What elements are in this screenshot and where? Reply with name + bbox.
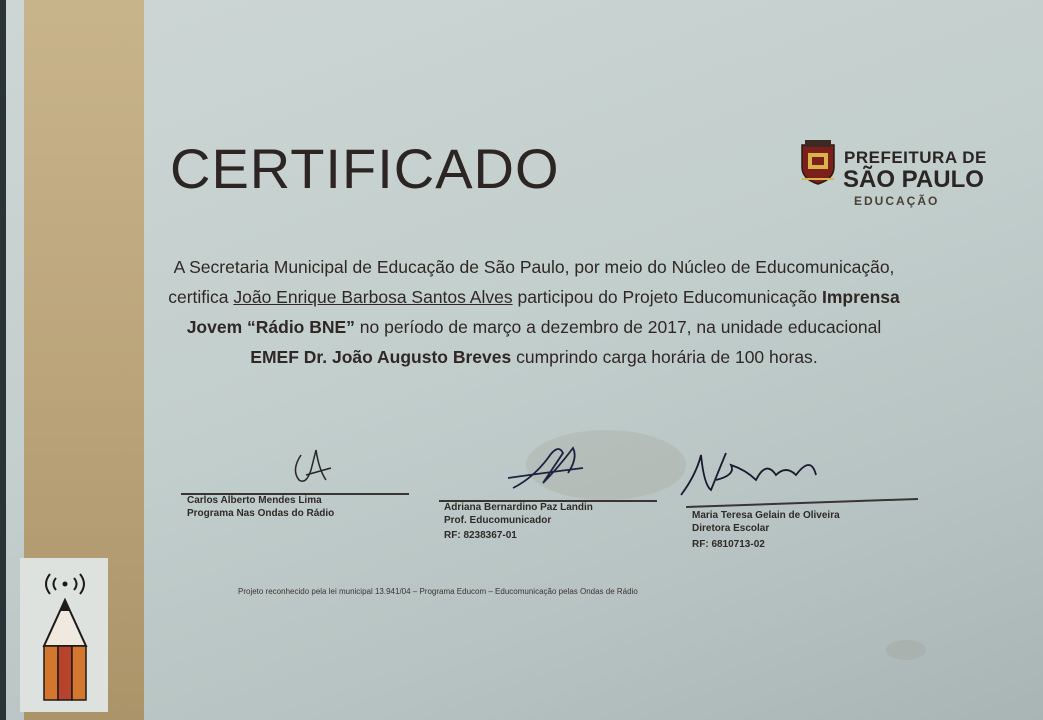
signer-1-name: Carlos Alberto Mendes Lima: [187, 495, 322, 506]
recipient-name: João Enrique Barbosa Santos Alves: [233, 287, 513, 307]
radio-waves-icon: [40, 570, 90, 598]
body-part3: no período de março a dezembro de 2017, na unidade educacional: [354, 317, 882, 337]
pencil-icon: [42, 598, 88, 702]
certificate-body: [164, 252, 904, 372]
signature-block-2: [433, 438, 663, 548]
signature-block-1: [181, 440, 411, 530]
handwritten-signature-3: [676, 445, 826, 505]
body-part1: A Secretaria Municipal de Educação de São Paulo, por meio do Núcleo de Educomunicação, certifica: [168, 257, 895, 307]
hours: 100 horas: [734, 347, 813, 367]
body-part2: participou do Projeto Educomunicação: [512, 287, 822, 307]
signer-2-role: Prof. Educomunicador: [444, 515, 552, 526]
paper-stain: [886, 640, 926, 660]
signature-block-3: [676, 445, 921, 555]
project-name: Imprensa Jovem “Rádio BNE”: [186, 287, 900, 337]
handwritten-signature-1: [281, 440, 341, 495]
issuer-line2: SÃO PAULO: [843, 166, 984, 193]
issuer-line1: PREFEITURA DE: [844, 148, 987, 167]
certificate-sheet: [6, 0, 1043, 720]
body-part4: cumprindo carga horária de: [511, 347, 735, 367]
signer-2-name: Adriana Bernardino Paz Landin: [444, 502, 593, 513]
certificate-title: CERTIFICADO: [170, 137, 560, 200]
signer-3-rf: RF: 6810713-02: [692, 539, 765, 550]
signer-2-rf: RF: 8238367-01: [444, 530, 517, 541]
school-name: EMEF Dr. João Augusto Breves: [250, 347, 512, 367]
signer-3-name: Maria Teresa Gelain de Oliveira: [692, 510, 840, 521]
issuer-line3: EDUCAÇÃO: [854, 194, 940, 208]
body-part5: .: [812, 347, 818, 367]
handwritten-signature-2: [503, 438, 593, 498]
signer-3-role: Diretora Escolar: [692, 523, 770, 534]
footnote: Projeto reconhecido pela lei municipal 13.941/04 – Programa Educom – Educomunicação pelas Ondas de Rádio: [238, 587, 638, 596]
signer-1-role: Programa Nas Ondas do Rádio: [187, 508, 335, 519]
program-logo: [20, 558, 108, 712]
sao-paulo-crest-icon: [799, 139, 837, 185]
